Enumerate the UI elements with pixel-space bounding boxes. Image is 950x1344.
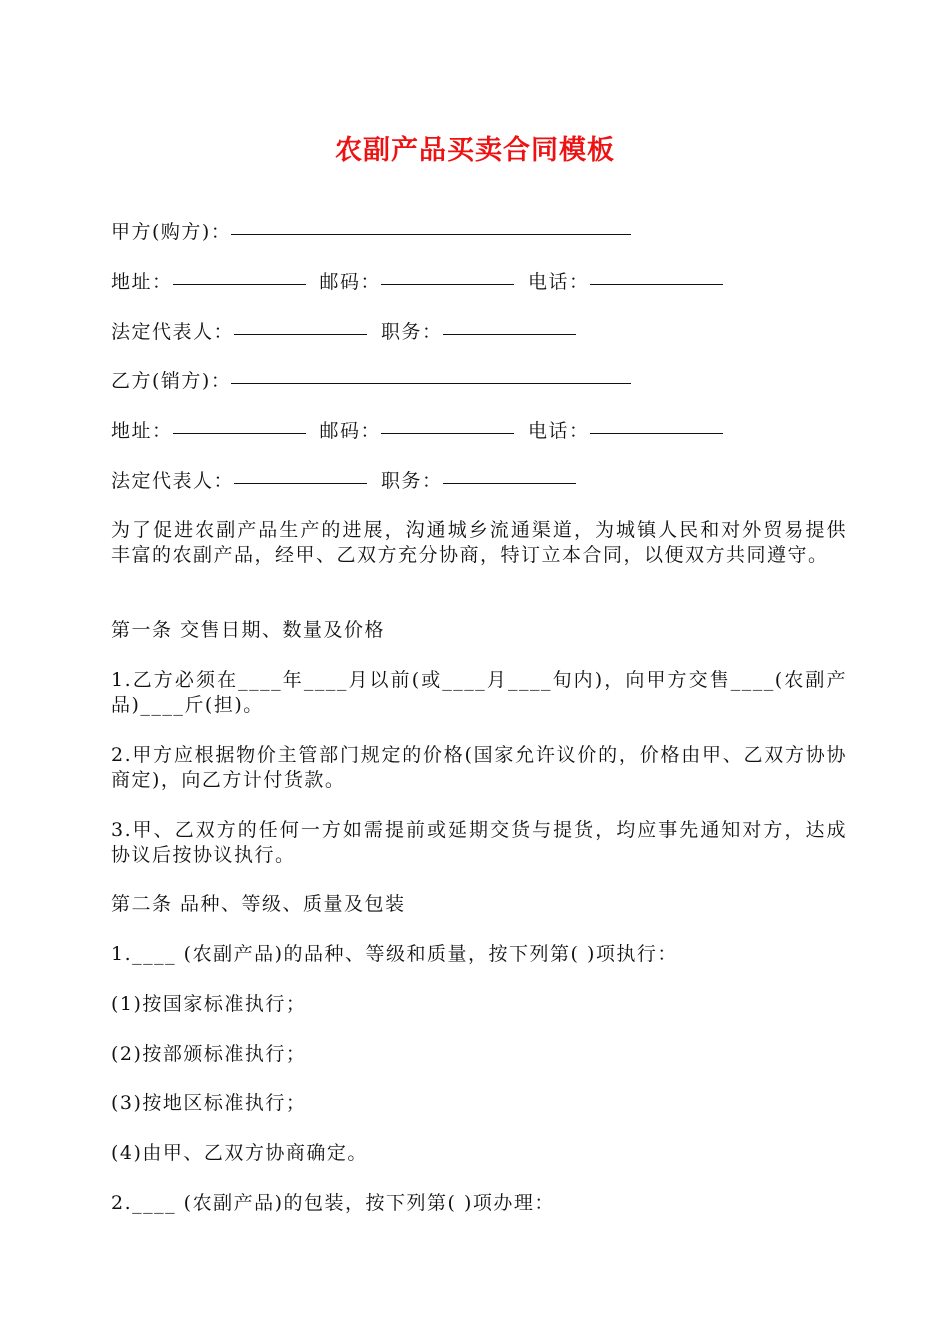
document-title: 农副产品买卖合同模板 [335,135,615,166]
party-a-line [111,220,631,244]
article1-clause1: 1.乙方必须在____年____月以前(或____月____旬内)，向甲方交售____(农副产品)____斤(担)。 [111,669,847,716]
article2-clause2: 2.____ (农副产品)的包装，按下列第( )项办理： [111,1192,555,1214]
party-b-phone-label: 电话： [528,420,590,442]
party-b-rep-blank[interactable] [234,482,367,484]
party-b-rep-label: 法定代表人： [111,470,235,492]
article2-clause1: 1.____ (农副产品)的品种、等级和质量，按下列第( )项执行： [111,943,678,965]
article2-option: (1)按国家标准执行； [111,993,307,1015]
party-b-line [111,369,631,393]
party-b-position-blank[interactable] [443,482,576,484]
party-a-position-blank[interactable] [443,333,576,335]
party-a-blank[interactable] [231,233,631,235]
preamble-paragraph: 为了促进农副产品生产的进展，沟通城乡流通渠道，为城镇人民和对外贸易提供丰富的农副产品，经甲、乙双方充分协商，特订立本合同，以便双方共同遵守。 [111,519,847,566]
party-a-rep-line [111,320,576,344]
article2-option: (2)按部颁标准执行； [111,1043,307,1065]
party-b-contact-line [111,419,723,443]
party-b-postcode-blank[interactable] [381,432,514,434]
article1-clause2: 2.甲方应根据物价主管部门规定的价格(国家允许议价的，价格由甲、乙双方协协商定)，向乙方计付货款。 [111,744,847,791]
party-a-phone-blank[interactable] [590,283,723,285]
party-b-position-label: 职务： [381,470,443,492]
article1-heading: 第一条 交售日期、数量及价格 [111,619,386,641]
party-a-rep-label: 法定代表人： [111,321,235,343]
article2-option: (4)由甲、乙双方协商确定。 [111,1142,368,1164]
party-b-address-label: 地址： [111,420,173,442]
party-a-address-label: 地址： [111,271,173,293]
party-a-phone-label: 电话： [528,271,590,293]
party-b-phone-blank[interactable] [590,432,723,434]
party-b-postcode-label: 邮码： [319,420,382,442]
party-a-address-blank[interactable] [173,283,306,285]
party-a-label: 甲方(购方)： [111,221,232,243]
party-a-contact-line [111,270,723,294]
party-b-label: 乙方(销方)： [111,370,232,392]
party-b-rep-line [111,469,576,493]
party-a-position-label: 职务： [381,321,443,343]
article2-option: (3)按地区标准执行； [111,1092,307,1114]
party-a-postcode-label: 邮码： [319,271,382,293]
party-a-rep-blank[interactable] [234,333,367,335]
article2-heading: 第二条 品种、等级、质量及包装 [111,893,406,915]
party-a-postcode-blank[interactable] [381,283,514,285]
party-b-blank[interactable] [231,382,631,384]
party-b-address-blank[interactable] [173,432,306,434]
article1-clause3: 3.甲、乙双方的任何一方如需提前或延期交货与提货，均应事先通知对方，达成协议后按协议执行。 [111,819,847,866]
